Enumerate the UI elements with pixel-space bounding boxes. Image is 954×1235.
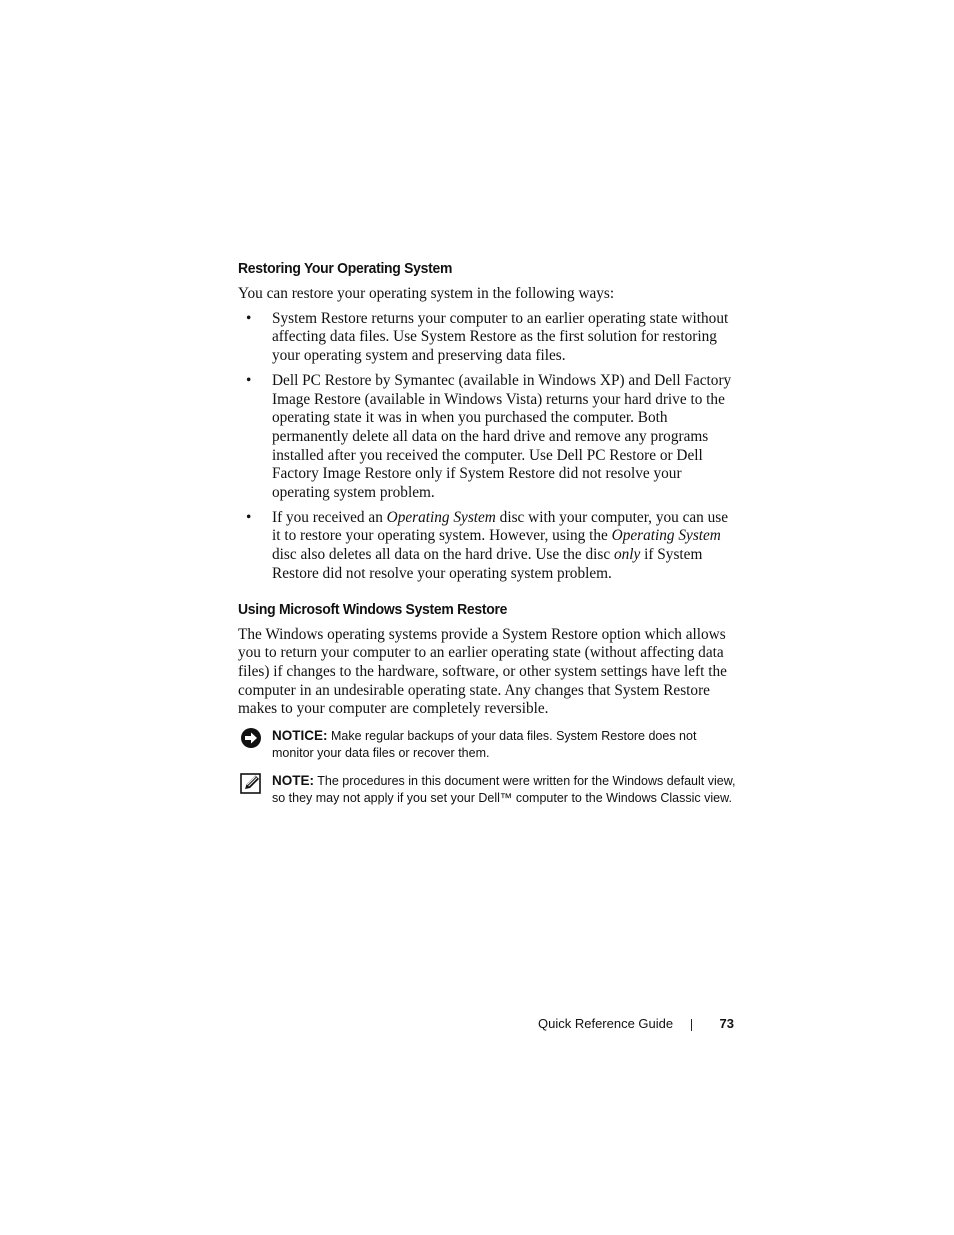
page-content	[238, 259, 738, 807]
list-item	[238, 372, 738, 503]
note-label: NOTE:	[272, 773, 314, 789]
page-number: 73	[719, 1016, 734, 1031]
list-item	[238, 509, 738, 584]
notice-text: Make regular backups of your data files. System Restore does not monitor your data files or recover them.	[272, 729, 697, 761]
note-text: The procedures in this document were written for the Windows default view, so they may not apply if you set your Dell™ computer to the Windows Classic view.	[272, 774, 736, 806]
section-heading-restoring: Restoring Your Operating System	[238, 260, 453, 277]
list-item-text	[272, 509, 728, 582]
notice-callout	[238, 727, 738, 762]
list-item	[238, 310, 738, 366]
text-run: if System Restore did not resolve your operating system problem.	[272, 546, 703, 582]
bullet-mark: •	[246, 371, 252, 389]
section-heading-system-restore: Using Microsoft Windows System Restore	[238, 600, 508, 618]
note-pencil-icon	[240, 772, 262, 794]
italic-text: Operating System	[386, 508, 496, 526]
italic-text: Operating System	[611, 527, 721, 545]
italic-text: only	[613, 546, 641, 564]
footer-title: Quick Reference Guide	[538, 1016, 674, 1031]
text-run: disc with your computer, you can use it to restore your operating system. However, using the	[272, 508, 729, 545]
bullet-mark: •	[246, 508, 252, 526]
note-callout	[238, 772, 738, 807]
notice-arrow-icon	[240, 727, 262, 749]
bullet-mark: •	[246, 309, 252, 327]
list-item-text: System Restore returns your computer to an earlier operating state without affecting data files. Use System Restore as the first solution for restoring your operating system and preserving data files.	[272, 309, 729, 365]
text-run: If you received an	[272, 508, 387, 526]
footer-divider	[691, 1019, 692, 1031]
notice-label: NOTICE:	[272, 728, 328, 744]
restore-options-list	[238, 310, 738, 584]
system-restore-paragraph: The Windows operating systems provide a System Restore option which allows you to return your computer to an earlier operating state (without affecting data files) if changes to the hardware, software, or other system settings have left the computer in an undesirable operating state. Any changes that System Restore makes to your computer are completely reversible.	[238, 625, 727, 718]
intro-paragraph: You can restore your operating system in the following ways:	[238, 285, 615, 302]
list-item-text: Dell PC Restore by Symantec (available in Windows XP) and Dell Factory Image Restore (available in Windows Vista) returns your hard drive to the operating state it was in when you purchased the computer. Both permanently delete all data on the hard drive and remove any programs installed after you received the computer. Use Dell PC Restore or Dell Factory Image Restore only if System Restore did not resolve your operating system problem.	[272, 371, 732, 502]
text-run: disc also deletes all data on the hard drive. Use the disc	[272, 546, 614, 564]
